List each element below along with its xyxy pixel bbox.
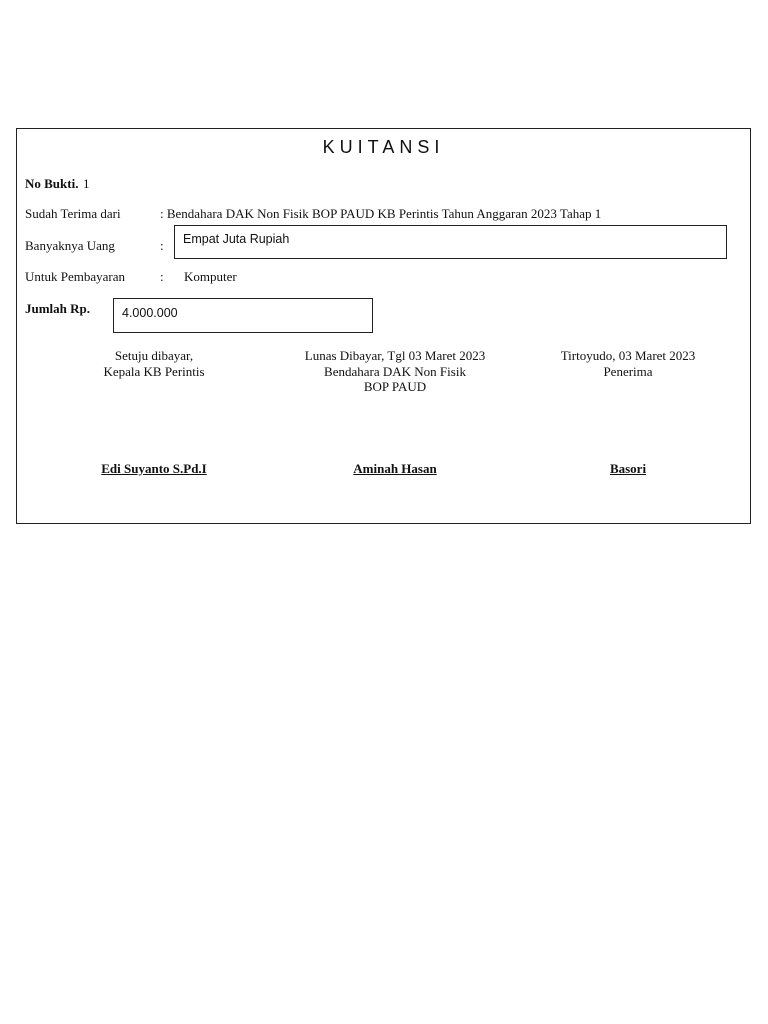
recipient-line2: Penerima: [603, 363, 653, 379]
payment-for-value: Komputer: [184, 269, 237, 284]
approver-line1: Setuju dibayar,: [114, 348, 194, 363]
amount-words-colon: :: [160, 238, 164, 253]
amount-words-box: [174, 225, 727, 259]
received-from-value: : Bendahara DAK Non Fisik BOP PAUD KB Perintis Tahun Anggaran 2023 Tahap 1: [160, 206, 602, 221]
treasurer-line1: Lunas Dibayar, Tgl 03 Maret 2023: [304, 348, 486, 363]
recipient-name: Basori: [609, 461, 647, 476]
total-box: [113, 298, 373, 333]
amount-words-value: Empat Juta Rupiah: [183, 232, 290, 246]
payment-for-label: Untuk Pembayaran: [25, 269, 126, 284]
recipient-block: [538, 348, 718, 379]
no-bukti-label: No Bukti.: [25, 176, 79, 191]
approver-block: [74, 348, 234, 379]
approver-line2: Kepala KB Perintis: [103, 363, 205, 379]
receipt-title: KUITANSI: [322, 137, 445, 157]
total-value: 4.000.000: [122, 306, 178, 320]
treasurer-name: Aminah Hasan: [353, 461, 437, 476]
amount-words-label: Banyaknya Uang: [25, 238, 115, 253]
recipient-line1: Tirtoyudo, 03 Maret 2023: [560, 348, 696, 363]
approver-name: Edi Suyanto S.Pd.I: [101, 461, 207, 476]
no-bukti-value: 1: [83, 176, 90, 191]
total-label: Jumlah Rp.: [25, 301, 91, 316]
treasurer-block: [285, 348, 505, 395]
treasurer-line2: Bendahara DAK Non Fisik: [324, 363, 466, 379]
payment-for-colon: :: [160, 269, 164, 284]
received-from-label: Sudah Terima dari: [25, 206, 121, 221]
receipt-card: [16, 128, 751, 524]
treasurer-line3: BOP PAUD: [363, 379, 427, 394]
